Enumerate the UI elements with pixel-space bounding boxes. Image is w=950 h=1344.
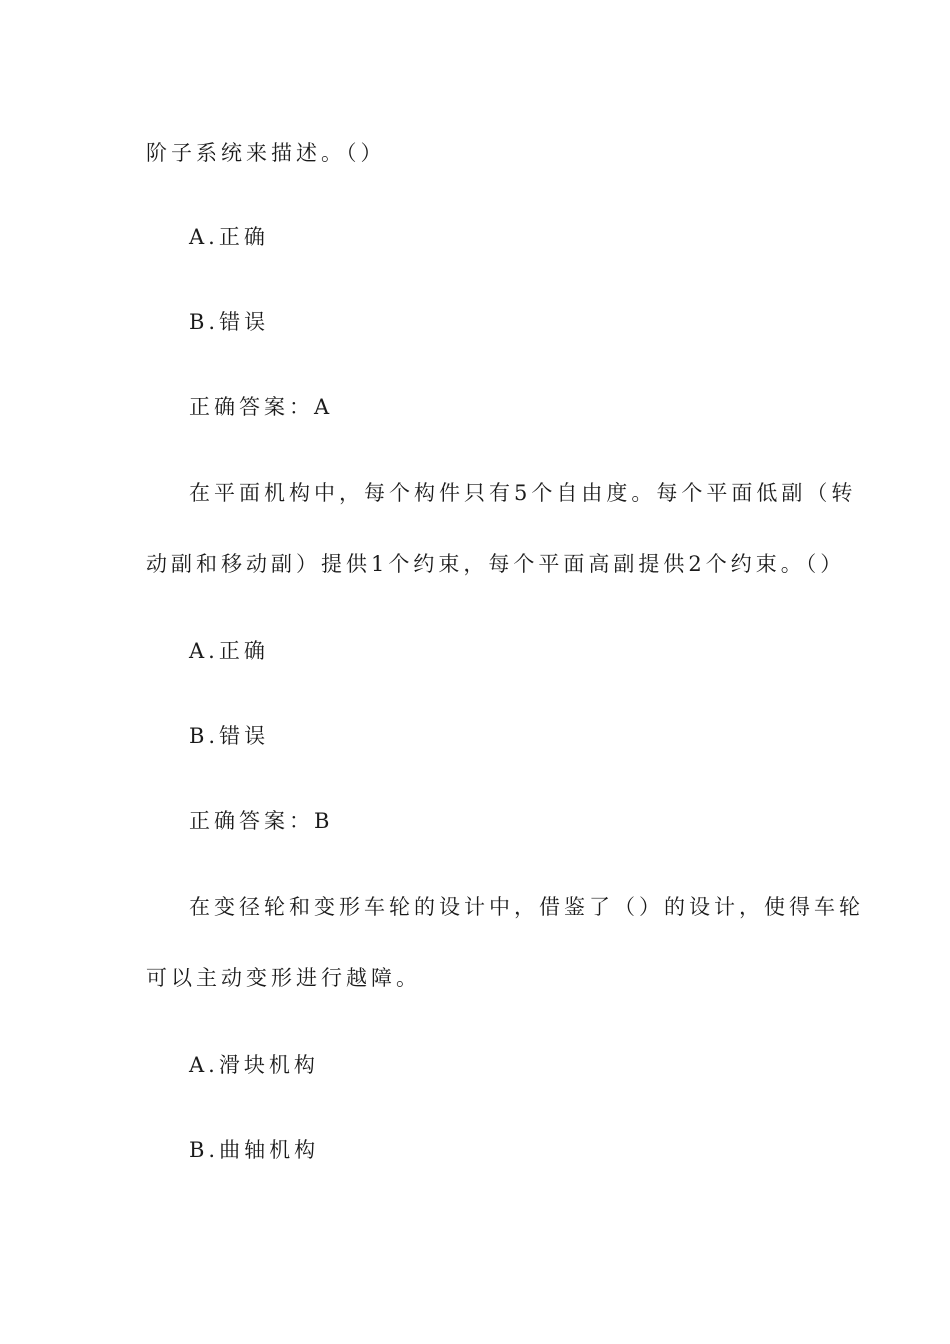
question-stem-line-1: 在平面机构中，每个构件只有5个自由度。每个平面低副（转 [189,481,857,505]
option-a: A.滑块机构 [189,1053,319,1077]
option-a: A.正确 [189,225,269,249]
correct-answer: 正确答案：B [189,809,334,833]
option-b: B.错误 [189,310,270,334]
question-stem-continuation: 阶子系统来描述。（） [146,141,386,165]
option-a: A.正确 [189,639,269,663]
question-stem-line-2: 动副和移动副）提供1个约束，每个平面高副提供2个约束。（） [146,552,846,576]
question-stem-line-1: 在变径轮和变形车轮的设计中，借鉴了（）的设计，使得车轮 [189,895,864,919]
option-b: B.错误 [189,724,270,748]
question-stem-line-2: 可以主动变形进行越障。 [146,966,421,990]
correct-answer: 正确答案：A [189,395,334,419]
option-b: B.曲轴机构 [189,1138,320,1162]
